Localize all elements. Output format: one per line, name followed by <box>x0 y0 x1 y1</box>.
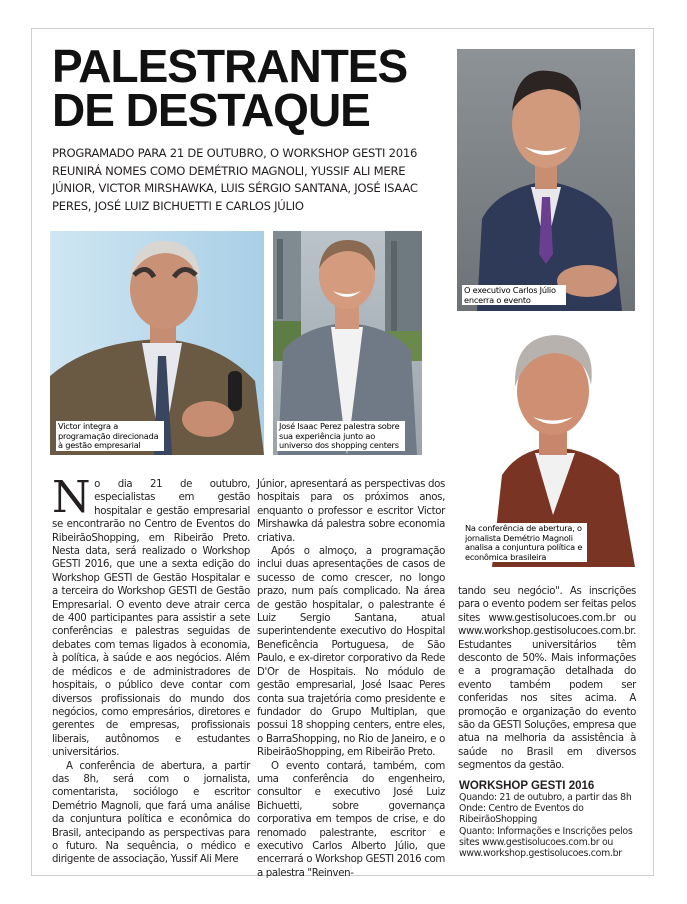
infobox-where: Onde: Centro de Eventos do RibeirãoShopping <box>459 803 584 826</box>
infobox-when: Quando: 21 de outubro, a partir das 8h <box>459 792 632 803</box>
body-paragraph: O evento contará, também, com uma conferência do engenheiro, consultor e executivo José Luiz Bichuetti, sobre governança corporativa em tempos de crise, e do renomado palestrante, escritor e executivo Carlos Alberto Júlio, que encerrará o Workshop GESTI 2016 com a palestra "Reinven- <box>257 760 445 879</box>
body-paragraph: Júnior, apresentará as perspectivas dos hospitais para os próximos anos, enquanto o professor e escritor Victor Mirshawka dá palestra sobre economia criativa. <box>257 479 445 544</box>
body-column-1 <box>52 472 250 867</box>
caption-isaac: José Isaac Perez palestra sobre sua experiência junto ao universo dos shopping centers <box>277 421 405 451</box>
page-title <box>52 40 452 136</box>
caption-demetrio: Na conferência de abertura, o jornalista Demétrio Magnoli analisa a conjuntura política e econômica brasileira <box>463 523 587 562</box>
body-column-3 <box>458 585 636 773</box>
photo-victor <box>50 231 264 455</box>
title-line-2: DE DESTAQUE <box>52 84 370 136</box>
infobox-body <box>459 792 649 859</box>
photo-carlos-julio <box>457 49 635 311</box>
infobox-title: WORKSHOP GESTI 2016 <box>459 780 595 792</box>
body-paragraph: tando seu negócio". As inscrições para o evento podem ser feitas pelos sites www.gestisolucoes.com.br ou www.workshop.gestisolucoes.com.br. Estudantes universitários têm desconto de 50%. Mais informações e a programação detalhada do evento também podem ser conferidas nos sites acima. A promoção e organização do evento são da GESTI Soluções, empresa que atua na melhoria da assistência à saúde no Brasil em diversos segmentos da gestão. <box>458 586 637 772</box>
body-column-2 <box>257 478 445 880</box>
infobox-how: Quanto: Informações e Inscrições pelos sites www.gestisolucoes.com.br ou www.workshop.gestisolucoes.com.br <box>459 825 633 860</box>
subtitle: PROGRAMADO PARA 21 DE OUTUBRO, O WORKSHOP GESTI 2016 REUNIRÁ NOMES COMO DEMÉTRIO MAGNOLI, YUSSIF ALI MERE JÚNIOR, VICTOR MIRSHAWKA, LUIS SÉRGIO SANTANA, JOSÉ ISAAC PERES, JOSÉ LUIZ BICHUETTI E CARLOS JÚLIO <box>52 146 418 213</box>
photo-jose-isaac-peres <box>273 231 422 455</box>
title-line-1: PALESTRANTES <box>52 40 408 92</box>
drop-cap: N <box>52 472 91 523</box>
body-paragraph: A conferência de abertura, a partir das 8h, será com o jornalista, comentarista, sociólogo e escritor Demétrio Magnoli, que fará uma análise da conjuntura política e econômica do Brasil, antecipando as perspectivas para o futuro. Na sequência, o médico e dirigente de associação, Yussif Ali Mere <box>52 760 250 866</box>
caption-carlos: O executivo Carlos Júlio encerra o evento <box>462 285 566 305</box>
body-paragraph: Após o almoço, a programação inclui duas apresentações de casos de sucesso de como crescer, no longo prazo, num país complicado. Na área de gestão hospitalar, o palestrante é Luiz Sergio Santana, atual superintendente executivo do Hospital Beneficência Portuguesa, de São Paulo, e ex-diretor corporativo da Rede D'Or de Hospitais. No módulo de gestão empresarial, José Isaac Peres conta sua trajetória como presidente e fundador do Grupo Multiplan, que possui 18 shopping centers, entre eles, o BarraShopping, no Rio de Janeiro, e o RibeirãoShopping, em Ribeirão Preto. <box>257 546 445 759</box>
body-paragraph: No dia 21 de outubro, especialistas em gestão hospitalar e gestão empresarial se encontrarão no Centro de Eventos do RibeirãoShopping, em Ribeirão Preto. Nesta data, será realizado o Workshop GESTI 2016, que une a sexta edição do Workshop GESTI de Gestão Hospitalar e a terceira do Workshop GESTI de Gestão Empresarial. O evento deve atrair cerca de 400 participantes para assistir a sete conferências e palestras seguidas de debates com temas ligados à economia, à política, à saúde e aos negócios. Além de médicos e de administradores de hospitais, o público deve contar com diversos profissionais do mundo dos negócios, como empresários, diretores e gerentes de empresas, profissionais liberais, autônomos e estudantes universitários. <box>52 472 250 759</box>
photo-demetrio-magnoli <box>457 325 635 567</box>
caption-victor: Victor integra a programação direcionada à gestão empresarial <box>56 421 164 451</box>
